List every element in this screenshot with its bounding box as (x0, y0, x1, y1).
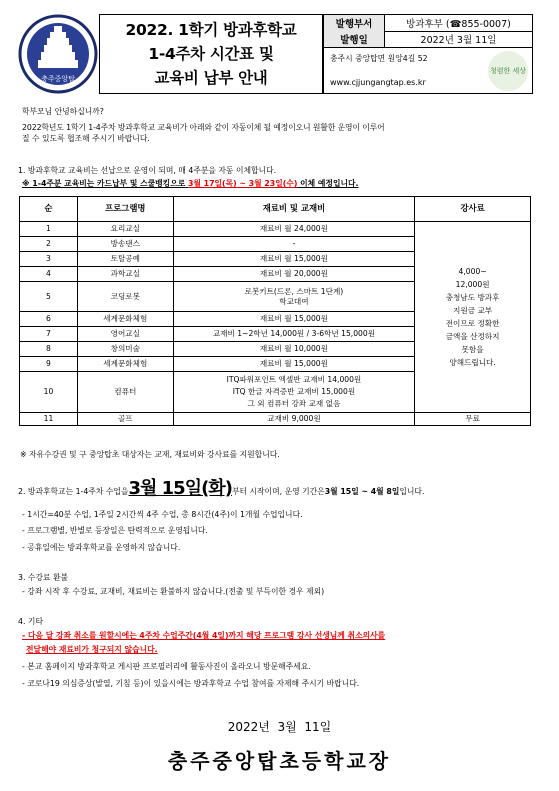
row-program: 방송댄스 (77, 237, 173, 252)
section-4-bullet: - 본교 홈페이지 방과후학교 게시판 프로필러리에 활동사진이 올라오니 방문해주세요. (22, 662, 311, 671)
row-fee: 재료비 월 10,000원 (173, 342, 415, 357)
section-4-red-line-1: - 다음 달 강좌 취소를 원할시에는 4주차 수업주간(4월 4일)까지 해당 프로그램 강사 선생님께 취소의사를 (22, 631, 386, 640)
row-fee: 교재비 9,000원 (173, 413, 415, 426)
row-no: 10 (20, 372, 78, 413)
row-program: 골프 (77, 413, 173, 426)
row-program: 세계문화체험 (77, 357, 173, 372)
row-no: 11 (20, 413, 78, 426)
row-no: 8 (20, 342, 78, 357)
row-fee (173, 282, 415, 312)
lecturer-fee-line: 12,000원 (455, 280, 490, 289)
row-program: 영어교실 (77, 327, 173, 342)
section-3-bullet: - 강좌 시작 후 수강료, 교재비, 재료비는 환불하지 않습니다.(전출 및 부득이한 경우 제외) (22, 587, 325, 596)
golf-lecturer-fee: 무료 (415, 413, 531, 426)
row-no: 3 (20, 252, 78, 267)
row-no: 9 (20, 357, 78, 372)
row-fee-line: ITQ파워포인트 엑셀반 교재비 14,000원 (226, 375, 362, 384)
row-program: 창의미술 (77, 342, 173, 357)
row-program: 과학교실 (77, 267, 173, 282)
row-fee: 재료비 월 24,000원 (173, 222, 415, 237)
lecturer-fee-cell (415, 222, 531, 413)
date-label: 발행일 (324, 31, 385, 47)
row-no: 5 (20, 282, 78, 312)
table-row (20, 413, 531, 426)
school-emblem-icon (18, 14, 98, 94)
note-prefix: ※ 1-4주분 교육비는 카드납부 및 스쿨뱅킹으로 (22, 179, 188, 188)
header-lecturer-fee: 강사료 (415, 197, 531, 222)
section-4-bullet: - 코로나19 의심증상(발열, 기침 등)이 있을시에는 방과후학교 수업 참여를 자제해 주시기 바랍니다. (22, 679, 360, 688)
date-value: 2022년 3월 11일 (420, 35, 497, 46)
lecturer-fee-line: 양해드립니다. (449, 358, 496, 367)
greeting: 학부모님 안녕하십니까? (22, 107, 104, 116)
title-line-2: 1-4주차 시간표 및 (148, 45, 274, 63)
row-program: 컴퓨터 (77, 372, 173, 413)
school-website[interactable]: www.cjjungangtap.es.kr (330, 78, 426, 87)
section-2-title (18, 478, 425, 499)
header-no: 순 (20, 197, 78, 222)
row-fee: 교재비 1~2학년 14,000원 / 3-6학년 15,000원 (173, 327, 415, 342)
section-2-end: 입니다. (399, 487, 425, 496)
note-suffix: 이체 예정입니다. (297, 179, 359, 188)
row-fee-line: 그 외 컴퓨터 강좌 교재 없음 (247, 399, 341, 408)
note-red-dates: 3월 17일(목) ~ 3월 23일(수) (188, 179, 298, 188)
row-program: 세계문화체험 (77, 312, 173, 327)
lecturer-fee-line: 충청남도 방과후 (445, 293, 500, 302)
section-2-period: 3월 15일 ~ 4월 8일 (324, 487, 400, 496)
section-2-prefix: 2. 방과후학교는 1-4주차 수업을 (18, 487, 129, 496)
section-1-title: 1. 방과후학교 교육비는 선납으로 운영이 되며, 매 4주분을 자동 이체합니다. (18, 166, 277, 175)
section-4-title: 4. 기타 (18, 617, 43, 626)
row-no: 4 (20, 267, 78, 282)
row-no: 2 (20, 237, 78, 252)
title-line-1: 2022. 1학기 방과후학교 (125, 21, 297, 39)
row-no: 7 (20, 327, 78, 342)
section-4-red-line-2: 전달해야 재료비가 청구되지 않습니다. (26, 645, 158, 654)
section-1-note (22, 179, 359, 190)
publication-info (323, 14, 533, 94)
row-program: 코딩로봇 (77, 282, 173, 312)
lecturer-fee-line: 금액을 산정하지 (445, 332, 500, 341)
section-2-bullet: - 공휴일에는 방과후학교를 운영하지 않습니다. (22, 543, 181, 552)
row-program: 토탈공예 (77, 252, 173, 267)
school-address: 충주시 중앙탑면 원앙4길 52 (330, 54, 428, 63)
intro-line-2: 질 수 있도록 협조해 주시기 바랍니다. (22, 134, 150, 143)
section-3-title: 3. 수강료 환불 (18, 573, 69, 582)
document-title (99, 14, 323, 94)
row-program: 요리교실 (77, 222, 173, 237)
lecturer-fee-line: 4,000~ (458, 267, 487, 276)
row-fee: - (173, 237, 415, 252)
row-no: 6 (20, 312, 78, 327)
row-fee: 재료비 월 15,000원 (173, 312, 415, 327)
row-fee-line: 로봇키트(드론, 스마트 1단계) (244, 287, 344, 296)
header-program: 프로그램명 (77, 197, 173, 222)
footer-date: 2022년 3월 11일 (227, 720, 332, 734)
row-fee: 재료비 월 15,000원 (173, 357, 415, 372)
lecturer-fee-line: 지원금 교부 (453, 306, 493, 315)
intro-line-1: 2022학년도 1학기 1-4주차 방과후학교 교육비가 아래와 같이 자동이체 될 예정이오니 원활한 운영이 이루어 (22, 123, 385, 132)
title-line-3: 교육비 납부 안내 (154, 69, 268, 87)
row-fee: 재료비 월 20,000원 (173, 267, 415, 282)
dept-label: 발행부서 (324, 15, 385, 31)
row-fee (173, 372, 415, 413)
lecturer-fee-line: 전이므로 정확한 (445, 319, 500, 328)
program-fee-table (19, 196, 531, 426)
section-2-start-date: 3월 15일(화) (128, 478, 232, 499)
table-note: ※ 자유수강권 및 구 중앙탑초 대상자는 교재, 재료비와 강사료를 지원합니다. (20, 450, 280, 459)
row-fee-line: ITQ 한글 자격증반 교재비 15,000원 (232, 387, 356, 396)
row-fee: 재료비 월 15,000원 (173, 252, 415, 267)
lecturer-fee-line: 못함을 (461, 345, 484, 354)
footer-school-principal: 충주중앙탑초등학교장 (167, 749, 392, 773)
row-fee-line: 학교대여 (279, 296, 309, 306)
section-2-bullet: - 프로그램별, 반별로 등장일은 탄력적으로 운영됩니다. (22, 526, 208, 535)
section-2-bullet: - 1시간=40분 수업, 1주일 2시간씩 4주 수업, 총 8시간(4주)이 1개월 수업입니다. (22, 510, 303, 519)
integrity-badge: 청렴한 세상 (488, 51, 528, 91)
header-fee: 재료비 및 교재비 (173, 197, 415, 222)
emblem-text: 충주중앙탑 (41, 75, 75, 83)
dept-value: 방과후부 (☎855-0007) (406, 19, 511, 30)
row-no: 1 (20, 222, 78, 237)
section-2-suffix: 부터 시작이며, 운영 기간은 (231, 487, 325, 496)
table-row (20, 222, 531, 237)
